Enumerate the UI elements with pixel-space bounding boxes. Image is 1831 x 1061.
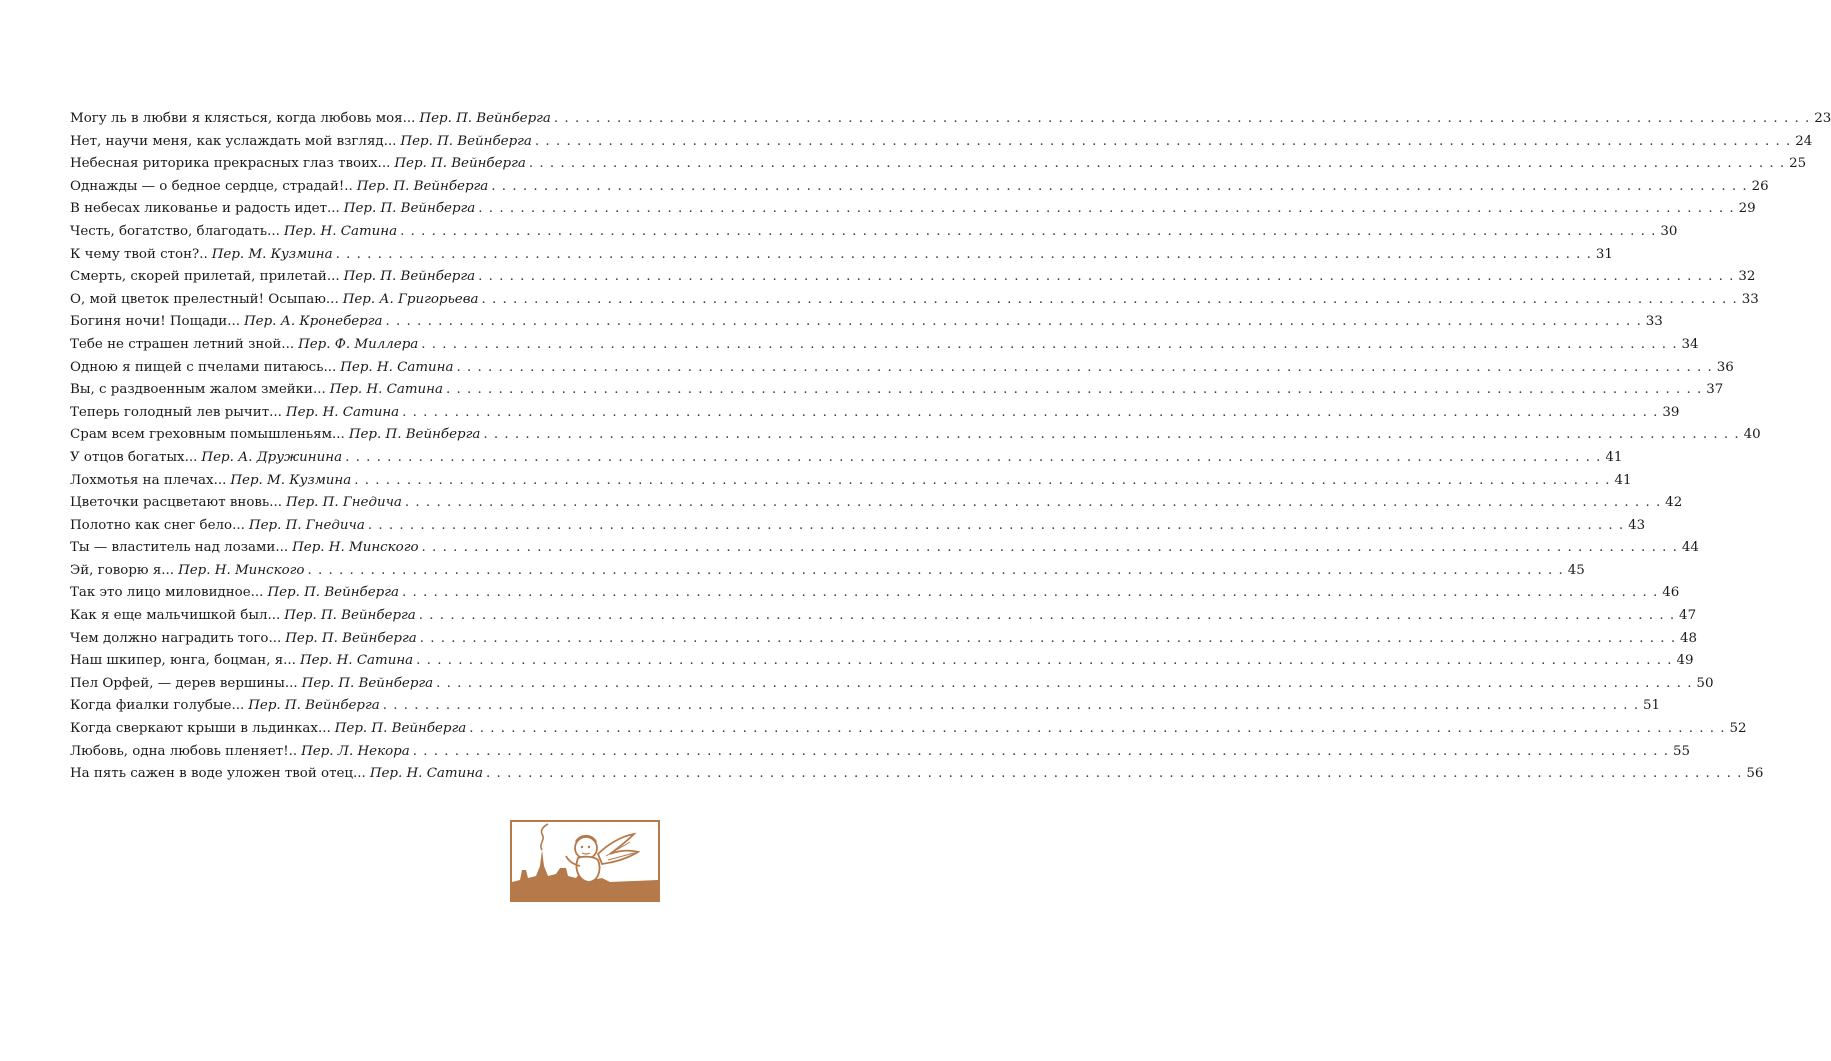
entry-translator: Пер. М. Кузмина <box>230 472 352 488</box>
toc-entry <box>70 721 1747 744</box>
cherub-vignette-icon <box>510 820 660 902</box>
toc-entry <box>70 630 1698 654</box>
entry-translator: Пер. Н. Сатина <box>329 382 443 398</box>
entry-translator: Пер. Н. Минского <box>178 562 305 578</box>
dot-leader: . . . . . . . . . . . . . . . . . . . . . . . . . . . . . . . . . . . . . . . . . . . . . . . . . . . . . . . . . . . . . . . . . . . . . . . . . . . . . . . . . . . . . . . . . . . . . . . . . . . . . . . . . . . . . . . . . . . . . . . . <box>418 608 1676 624</box>
entry-page: 29 <box>1738 201 1756 217</box>
toc-entry <box>70 404 1680 428</box>
entry-translator: Пер. Н. Минского <box>292 540 419 556</box>
entry-translator: Пер. Н. Сатина <box>283 223 398 239</box>
entry-page: 30 <box>1660 223 1678 239</box>
entry-page: 48 <box>1680 630 1698 646</box>
toc-entry <box>70 111 1831 134</box>
entry-translator: Пер. П. Вейнберга <box>356 178 489 194</box>
entry-title: Когда сверкают крыши в льдинках... <box>70 721 331 737</box>
toc-entry <box>70 449 1623 473</box>
entry-page: 25 <box>1789 156 1807 172</box>
entry-title: Срам всем греховным помышленьям... <box>70 427 345 443</box>
dot-leader: . . . . . . . . . . . . . . . . . . . . . . . . . . . . . . . . . . . . . . . . . . . . . . . . . . . . . . . . . . . . . . . . . . . . . . . . . . . . . . . . . . . . . . . . . . . . . . . . . . . . . . . . . . . . . . . . . . . . . . . . <box>553 111 1811 126</box>
entry-translator: Пер. Н. Сатина <box>340 359 454 375</box>
entry-translator: Пер. М. Кузмина <box>211 246 333 262</box>
entry-page: 41 <box>1605 449 1623 465</box>
toc-entry <box>70 517 1646 541</box>
entry-page: 46 <box>1662 585 1680 601</box>
dot-leader: . . . . . . . . . . . . . . . . . . . . . . . . . . . . . . . . . . . . . . . . . . . . . . . . . . . . . . . . . . . . . . . . . . . . . . . . . . . . . . . . . . . . . . . . . . . . . . . . . . . . . . . . . . . . . . . . . . . . . . . . <box>307 562 1564 578</box>
toc-entry <box>70 743 1691 767</box>
toc-entry <box>70 495 1683 518</box>
dot-leader: . . . . . . . . . . . . . . . . . . . . . . . . . . . . . . . . . . . . . . . . . . . . . . . . . . . . . . . . . . . . . . . . . . . . . . . . . . . . . . . . . . . . . . . . . . . . . . . . . . . . . . . . . . . . . . . . . . . . . . . . <box>404 495 1662 511</box>
entry-title: К чему твой стон?.. <box>70 246 208 262</box>
entry-title: Чем должно наградить того... <box>70 630 282 646</box>
entry-page: 23 <box>1814 111 1831 126</box>
entry-translator: Пер. П. Вейнберга <box>419 111 551 126</box>
entry-title: Когда фиалки голубые... <box>70 698 245 714</box>
toc-entry <box>70 223 1678 247</box>
entry-title: Небесная риторика прекрасных глаз твоих... <box>70 156 391 172</box>
entry-page: 56 <box>1746 766 1764 782</box>
dot-leader: . . . . . . . . . . . . . . . . . . . . . . . . . . . . . . . . . . . . . . . . . . . . . . . . . . . . . . . . . . . . . . . . . . . . . . . . . . . . . . . . . . . . . . . . . . . . . . . . . . . . . . . . . . . . . . . . . . . . . . . . <box>456 359 1713 375</box>
dot-leader: . . . . . . . . . . . . . . . . . . . . . . . . . . . . . . . . . . . . . . . . . . . . . . . . . . . . . . . . . . . . . . . . . . . . . . . . . . . . . . . . . . . . . . . . . . . . . . . . . . . . . . . . . . . . . . . . . . . . . . . . <box>412 743 1670 759</box>
entry-page: 37 <box>1706 382 1724 398</box>
entry-title: Однажды — о бедное сердце, страдай!.. <box>70 178 353 194</box>
toc-entry <box>70 314 1663 337</box>
toc-entry <box>70 427 1761 450</box>
entry-translator: Пер. П. Вейнберга <box>248 698 380 714</box>
toc-entry <box>70 675 1714 699</box>
entry-page: 45 <box>1567 562 1585 578</box>
entry-title: Полотно как снег бело... <box>70 517 245 533</box>
entry-title: У отцов богатых... <box>70 449 198 465</box>
entry-page: 24 <box>1795 133 1813 149</box>
entry-title: Честь, богатство, благодать... <box>70 223 280 239</box>
toc-entry <box>70 382 1724 405</box>
entry-title: На пять сажен в воде уложен твой отец... <box>70 766 366 782</box>
dot-leader: . . . . . . . . . . . . . . . . . . . . . . . . . . . . . . . . . . . . . . . . . . . . . . . . . . . . . . . . . . . . . . . . . . . . . . . . . . . . . . . . . . . . . . . . . . . . . . . . . . . . . . . . . . . . . . . . . . . . . . . . <box>401 585 1659 601</box>
dot-leader: . . . . . . . . . . . . . . . . . . . . . . . . . . . . . . . . . . . . . . . . . . . . . . . . . . . . . . . . . . . . . . . . . . . . . . . . . . . . . . . . . . . . . . . . . . . . . . . . . . . . . . . . . . . . . . . . . . . . . . . . <box>528 156 1786 172</box>
dot-leader: . . . . . . . . . . . . . . . . . . . . . . . . . . . . . . . . . . . . . . . . . . . . . . . . . . . . . . . . . . . . . . . . . . . . . . . . . . . . . . . . . . . . . . . . . . . . . . . . . . . . . . . . . . . . . . . . . . . . . . . . <box>335 246 1592 262</box>
dot-leader: . . . . . . . . . . . . . . . . . . . . . . . . . . . . . . . . . . . . . . . . . . . . . . . . . . . . . . . . . . . . . . . . . . . . . . . . . . . . . . . . . . . . . . . . . . . . . . . . . . . . . . . . . . . . . . . . . . . . . . . . <box>400 223 1657 239</box>
toc-entry <box>70 133 1813 157</box>
toc-entry <box>70 291 1759 315</box>
dot-leader: . . . . . . . . . . . . . . . . . . . . . . . . . . . . . . . . . . . . . . . . . . . . . . . . . . . . . . . . . . . . . . . . . . . . . . . . . . . . . . . . . . . . . . . . . . . . . . . . . . . . . . . . . . . . . . . . . . . . . . . . <box>416 653 1673 669</box>
dot-leader: . . . . . . . . . . . . . . . . . . . . . . . . . . . . . . . . . . . . . . . . . . . . . . . . . . . . . . . . . . . . . . . . . . . . . . . . . . . . . . . . . . . . . . . . . . . . . . . . . . . . . . . . . . . . . . . . . . . . . . . . <box>483 427 1740 443</box>
entry-title: Пел Орфей, — дерев вершины... <box>70 675 298 691</box>
entry-page: 32 <box>1738 269 1756 285</box>
dot-leader: . . . . . . . . . . . . . . . . . . . . . . . . . . . . . . . . . . . . . . . . . . . . . . . . . . . . . . . . . . . . . . . . . . . . . . . . . . . . . . . . . . . . . . . . . . . . . . . . . . . . . . . . . . . . . . . . . . . . . . . . <box>491 178 1748 194</box>
entry-title: Эй, говорю я... <box>70 562 175 578</box>
entry-title: Наш шкипер, юнга, боцман, я... <box>70 653 296 669</box>
entry-title: Ты — властитель над лозами... <box>70 540 289 556</box>
entry-title: Богиня ночи! Пощади... <box>70 314 240 330</box>
toc-entry <box>70 246 1613 270</box>
table-of-contents <box>70 111 1831 789</box>
entry-translator: Пер. А. Дружинина <box>201 449 343 465</box>
entry-translator: Пер. П. Вейнберга <box>394 156 526 172</box>
entry-title: Смерть, скорей прилетай, прилетай... <box>70 269 340 285</box>
toc-entry <box>70 698 1661 721</box>
dot-leader: . . . . . . . . . . . . . . . . . . . . . . . . . . . . . . . . . . . . . . . . . . . . . . . . . . . . . . . . . . . . . . . . . . . . . . . . . . . . . . . . . . . . . . . . . . . . . . . . . . . . . . . . . . . . . . . . . . . . . . . . <box>534 133 1792 149</box>
entry-page: 41 <box>1614 472 1632 488</box>
entry-translator: Пер. П. Вейнберга <box>343 201 476 217</box>
entry-title: В небесах ликованье и радость идет... <box>70 201 340 217</box>
entry-title: Нет, научи меня, как услаждать мой взгляд... <box>70 133 397 149</box>
entry-title: Теперь голодный лев рычит... <box>70 404 282 420</box>
entry-page: 31 <box>1595 246 1613 262</box>
toc-entry <box>70 608 1697 631</box>
dot-leader: . . . . . . . . . . . . . . . . . . . . . . . . . . . . . . . . . . . . . . . . . . . . . . . . . . . . . . . . . . . . . . . . . . . . . . . . . . . . . . . . . . . . . . . . . . . . . . . . . . . . . . . . . . . . . . . . . . . . . . . . <box>486 766 1743 782</box>
entry-page: 34 <box>1681 336 1699 352</box>
entry-page: 44 <box>1681 540 1699 556</box>
dot-leader: . . . . . . . . . . . . . . . . . . . . . . . . . . . . . . . . . . . . . . . . . . . . . . . . . . . . . . . . . . . . . . . . . . . . . . . . . . . . . . . . . . . . . . . . . . . . . . . . . . . . . . . . . . . . . . . . . . . . . . . . <box>385 314 1642 330</box>
entry-translator: Пер. П. Гнедича <box>248 517 365 533</box>
toc-entry <box>70 201 1756 224</box>
entry-page: 40 <box>1743 427 1761 443</box>
dot-leader: . . . . . . . . . . . . . . . . . . . . . . . . . . . . . . . . . . . . . . . . . . . . . . . . . . . . . . . . . . . . . . . . . . . . . . . . . . . . . . . . . . . . . . . . . . . . . . . . . . . . . . . . . . . . . . . . . . . . . . . . <box>421 540 1678 556</box>
entry-translator: Пер. А. Кронеберга <box>244 314 383 330</box>
entry-page: 33 <box>1741 291 1759 307</box>
toc-entry <box>70 585 1680 608</box>
entry-translator: Пер. А. Григорьева <box>342 291 479 307</box>
entry-title: Цветочки расцветают вновь... <box>70 495 282 511</box>
dot-leader: . . . . . . . . . . . . . . . . . . . . . . . . . . . . . . . . . . . . . . . . . . . . . . . . . . . . . . . . . . . . . . . . . . . . . . . . . . . . . . . . . . . . . . . . . . . . . . . . . . . . . . . . . . . . . . . . . . . . . . . . <box>402 404 1659 420</box>
dot-leader: . . . . . . . . . . . . . . . . . . . . . . . . . . . . . . . . . . . . . . . . . . . . . . . . . . . . . . . . . . . . . . . . . . . . . . . . . . . . . . . . . . . . . . . . . . . . . . . . . . . . . . . . . . . . . . . . . . . . . . . . <box>469 721 1726 737</box>
dot-leader: . . . . . . . . . . . . . . . . . . . . . . . . . . . . . . . . . . . . . . . . . . . . . . . . . . . . . . . . . . . . . . . . . . . . . . . . . . . . . . . . . . . . . . . . . . . . . . . . . . . . . . . . . . . . . . . . . . . . . . . . <box>445 382 1703 398</box>
entry-translator: Пер. П. Гнедича <box>285 495 402 511</box>
toc-entry <box>70 653 1694 676</box>
entry-page: 33 <box>1645 314 1663 330</box>
dot-leader: . . . . . . . . . . . . . . . . . . . . . . . . . . . . . . . . . . . . . . . . . . . . . . . . . . . . . . . . . . . . . . . . . . . . . . . . . . . . . . . . . . . . . . . . . . . . . . . . . . . . . . . . . . . . . . . . . . . . . . . . <box>436 675 1693 691</box>
entry-page: 39 <box>1662 404 1680 420</box>
entry-page: 49 <box>1676 653 1694 669</box>
toc-entry <box>70 269 1756 292</box>
entry-page: 50 <box>1696 675 1714 691</box>
dot-leader: . . . . . . . . . . . . . . . . . . . . . . . . . . . . . . . . . . . . . . . . . . . . . . . . . . . . . . . . . . . . . . . . . . . . . . . . . . . . . . . . . . . . . . . . . . . . . . . . . . . . . . . . . . . . . . . . . . . . . . . . <box>478 201 1735 217</box>
entry-title: О, мой цветок прелестный! Осыпаю... <box>70 291 339 307</box>
entry-translator: Пер. П. Вейнберга <box>301 675 434 691</box>
entry-translator: Пер. П. Вейнберга <box>285 630 417 646</box>
entry-translator: Пер. Н. Сатина <box>299 653 414 669</box>
dot-leader: . . . . . . . . . . . . . . . . . . . . . . . . . . . . . . . . . . . . . . . . . . . . . . . . . . . . . . . . . . . . . . . . . . . . . . . . . . . . . . . . . . . . . . . . . . . . . . . . . . . . . . . . . . . . . . . . . . . . . . . . <box>481 291 1738 307</box>
entry-translator: Пер. Н. Сатина <box>369 766 484 782</box>
toc-entry <box>70 562 1585 586</box>
entry-page: 51 <box>1643 698 1661 714</box>
toc-entry <box>70 178 1769 202</box>
dot-leader: . . . . . . . . . . . . . . . . . . . . . . . . . . . . . . . . . . . . . . . . . . . . . . . . . . . . . . . . . . . . . . . . . . . . . . . . . . . . . . . . . . . . . . . . . . . . . . . . . . . . . . . . . . . . . . . . . . . . . . . . <box>382 698 1640 714</box>
entry-page: 42 <box>1665 495 1683 511</box>
toc-entry <box>70 359 1734 383</box>
entry-translator: Пер. П. Вейнберга <box>284 608 416 624</box>
entry-title: Тебе не страшен летний зной... <box>70 336 295 352</box>
entry-title: Любовь, одна любовь пленяет!.. <box>70 743 298 759</box>
toc-entry <box>70 336 1699 360</box>
entry-translator: Пер. Л. Некора <box>301 743 410 759</box>
entry-title: Могу ль в любви я клясться, когда любовь моя... <box>70 111 416 126</box>
entry-translator: Пер. П. Вейнберга <box>267 585 399 601</box>
entry-page: 52 <box>1729 721 1747 737</box>
entry-page: 43 <box>1628 517 1646 533</box>
dot-leader: . . . . . . . . . . . . . . . . . . . . . . . . . . . . . . . . . . . . . . . . . . . . . . . . . . . . . . . . . . . . . . . . . . . . . . . . . . . . . . . . . . . . . . . . . . . . . . . . . . . . . . . . . . . . . . . . . . . . . . . . <box>345 449 1602 465</box>
dot-leader: . . . . . . . . . . . . . . . . . . . . . . . . . . . . . . . . . . . . . . . . . . . . . . . . . . . . . . . . . . . . . . . . . . . . . . . . . . . . . . . . . . . . . . . . . . . . . . . . . . . . . . . . . . . . . . . . . . . . . . . . <box>421 336 1678 352</box>
dot-leader: . . . . . . . . . . . . . . . . . . . . . . . . . . . . . . . . . . . . . . . . . . . . . . . . . . . . . . . . . . . . . . . . . . . . . . . . . . . . . . . . . . . . . . . . . . . . . . . . . . . . . . . . . . . . . . . . . . . . . . . . <box>367 517 1625 533</box>
entry-title: Так это лицо миловидное... <box>70 585 264 601</box>
entry-translator: Пер. П. Вейнберга <box>343 269 476 285</box>
entry-title: Лохмотья на плечах... <box>70 472 227 488</box>
entry-translator: Пер. П. Вейнберга <box>334 721 467 737</box>
toc-entry <box>70 766 1764 789</box>
entry-translator: Пер. Н. Сатина <box>285 404 400 420</box>
entry-title: Одною я пищей с пчелами питаюсь... <box>70 359 337 375</box>
dot-leader: . . . . . . . . . . . . . . . . . . . . . . . . . . . . . . . . . . . . . . . . . . . . . . . . . . . . . . . . . . . . . . . . . . . . . . . . . . . . . . . . . . . . . . . . . . . . . . . . . . . . . . . . . . . . . . . . . . . . . . . . <box>354 472 1611 488</box>
entry-page: 36 <box>1716 359 1734 375</box>
dot-leader: . . . . . . . . . . . . . . . . . . . . . . . . . . . . . . . . . . . . . . . . . . . . . . . . . . . . . . . . . . . . . . . . . . . . . . . . . . . . . . . . . . . . . . . . . . . . . . . . . . . . . . . . . . . . . . . . . . . . . . . . <box>419 630 1677 646</box>
entry-page: 47 <box>1679 608 1697 624</box>
entry-translator: Пер. П. Вейнберга <box>400 133 532 149</box>
toc-entry <box>70 156 1807 179</box>
entry-title: Вы, с раздвоенным жалом змейки... <box>70 382 326 398</box>
entry-page: 26 <box>1751 178 1769 194</box>
entry-title: Как я еще мальчишкой был... <box>70 608 281 624</box>
toc-entry <box>70 540 1699 563</box>
entry-page: 55 <box>1672 743 1691 759</box>
dot-leader: . . . . . . . . . . . . . . . . . . . . . . . . . . . . . . . . . . . . . . . . . . . . . . . . . . . . . . . . . . . . . . . . . . . . . . . . . . . . . . . . . . . . . . . . . . . . . . . . . . . . . . . . . . . . . . . . . . . . . . . . <box>478 269 1735 285</box>
entry-translator: Пер. Ф. Миллера <box>298 336 419 352</box>
toc-entry <box>70 472 1632 496</box>
entry-translator: Пер. П. Вейнберга <box>348 427 481 443</box>
